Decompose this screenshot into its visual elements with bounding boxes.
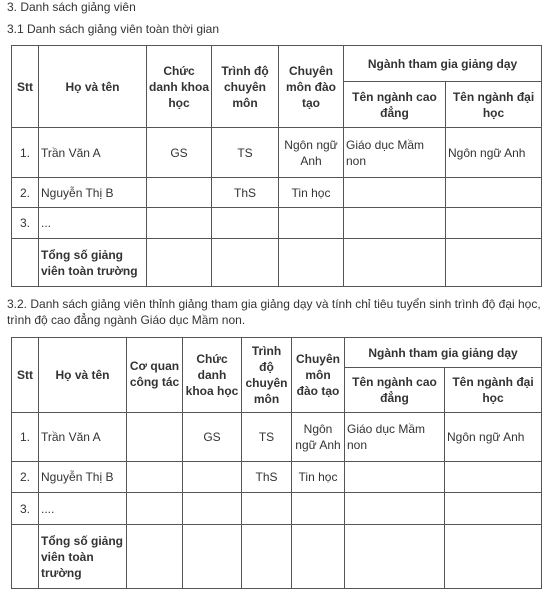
cell-university-major [445,493,542,525]
cell-empty [127,525,183,589]
cell-qualification: ThS [242,462,292,493]
cell-stt: 1. [12,413,39,462]
cell-college-major [345,493,445,525]
header-university-major: Tên ngành đại học [445,368,542,413]
cell-academic-title [183,462,242,493]
header-university-major: Tên ngành đại học [446,82,542,128]
header-name: Họ và tên [39,46,147,128]
cell-college-major: Giáo dục Mầm non [345,413,445,462]
cell-stt: 3. [12,208,39,239]
cell-specialty: Ngôn ngữ Anh [292,413,345,462]
cell-empty [445,525,542,589]
section-title: 3. Danh sách giảng viên [7,0,136,14]
cell-total-label: Tổng số giảng viên toàn trường [39,525,127,589]
cell-academic-title [147,208,212,239]
cell-academic-title: GS [183,413,242,462]
cell-empty [183,525,242,589]
cell-stt: 3. [12,493,39,525]
cell-name: ... [39,208,147,239]
visiting-lecturers-table [11,337,542,589]
header-college-major: Tên ngành cao đẳng [345,368,445,413]
cell-stt [12,525,39,589]
cell-college-major [345,462,445,493]
cell-qualification: TS [242,413,292,462]
cell-empty [446,239,542,287]
sub2-title: 3.2. Danh sách giảng viên thỉnh giảng tham gia giảng dạy và tính chỉ tiêu tuyển sinh trình độ đại học, trình độ cao đẳng ngành Giáo dục Mầm non. [7,297,541,327]
cell-empty [212,239,279,287]
cell-name: Trần Văn A [39,128,147,178]
cell-empty [292,525,345,589]
cell-stt [12,239,39,287]
header-qualification: Trình độ chuyên môn [242,338,292,413]
cell-stt: 2. [12,178,39,208]
cell-university-major [445,462,542,493]
header-stt: Stt [12,338,39,413]
cell-stt: 1. [12,128,39,178]
table-row [12,208,542,239]
cell-specialty: Tin học [292,462,345,493]
cell-empty [344,239,446,287]
table-row [12,462,542,493]
cell-university-major: Ngôn ngữ Anh [446,128,542,178]
cell-workplace [127,493,183,525]
cell-qualification: ThS [212,178,279,208]
cell-name: Nguyễn Thị B [39,178,147,208]
cell-workplace [127,462,183,493]
cell-specialty: Ngôn ngữ Anh [279,128,344,178]
cell-name: Trần Văn A [39,413,127,462]
table-row [12,413,542,462]
cell-name: .... [39,493,127,525]
cell-specialty [279,208,344,239]
cell-university-major: Ngôn ngữ Anh [445,413,542,462]
header-qualification: Trình độ chuyên môn [212,46,279,128]
table-row [12,493,542,525]
cell-academic-title [183,493,242,525]
cell-stt: 2. [12,462,39,493]
cell-specialty [292,493,345,525]
header-teaching-majors: Ngành tham gia giảng dạy [344,46,542,82]
header-academic-title: Chức danh khoa học [183,338,242,413]
cell-college-major: Giáo dục Mầm non [344,128,446,178]
cell-name: Nguyễn Thị B [39,462,127,493]
cell-empty [147,239,212,287]
cell-academic-title: GS [147,128,212,178]
cell-empty [279,239,344,287]
header-college-major: Tên ngành cao đẳng [344,82,446,128]
table-row [12,178,542,208]
cell-qualification: TS [212,128,279,178]
header-academic-title: Chức danh khoa học [147,46,212,128]
table-row [12,128,542,178]
cell-empty [242,525,292,589]
cell-total-label: Tổng số giảng viên toàn trường [39,239,147,287]
header-workplace: Cơ quan công tác [127,338,183,413]
cell-workplace [127,413,183,462]
header-teaching-majors: Ngành tham gia giảng dạy [345,338,542,368]
header-name: Họ và tên [39,338,127,413]
cell-qualification [242,493,292,525]
cell-university-major [446,178,542,208]
sub1-title: 3.1 Danh sách giảng viên toàn thời gian [7,22,220,36]
cell-empty [345,525,445,589]
cell-college-major [344,208,446,239]
cell-university-major [446,208,542,239]
header-specialty: Chuyên môn đào tạo [279,46,344,128]
cell-qualification [212,208,279,239]
table-total-row [12,239,542,287]
cell-academic-title [147,178,212,208]
cell-college-major [344,178,446,208]
table-total-row [12,525,542,589]
header-stt: Stt [12,46,39,128]
header-specialty: Chuyên môn đào tạo [292,338,345,413]
full-time-lecturers-table [11,45,542,287]
cell-specialty: Tin học [279,178,344,208]
